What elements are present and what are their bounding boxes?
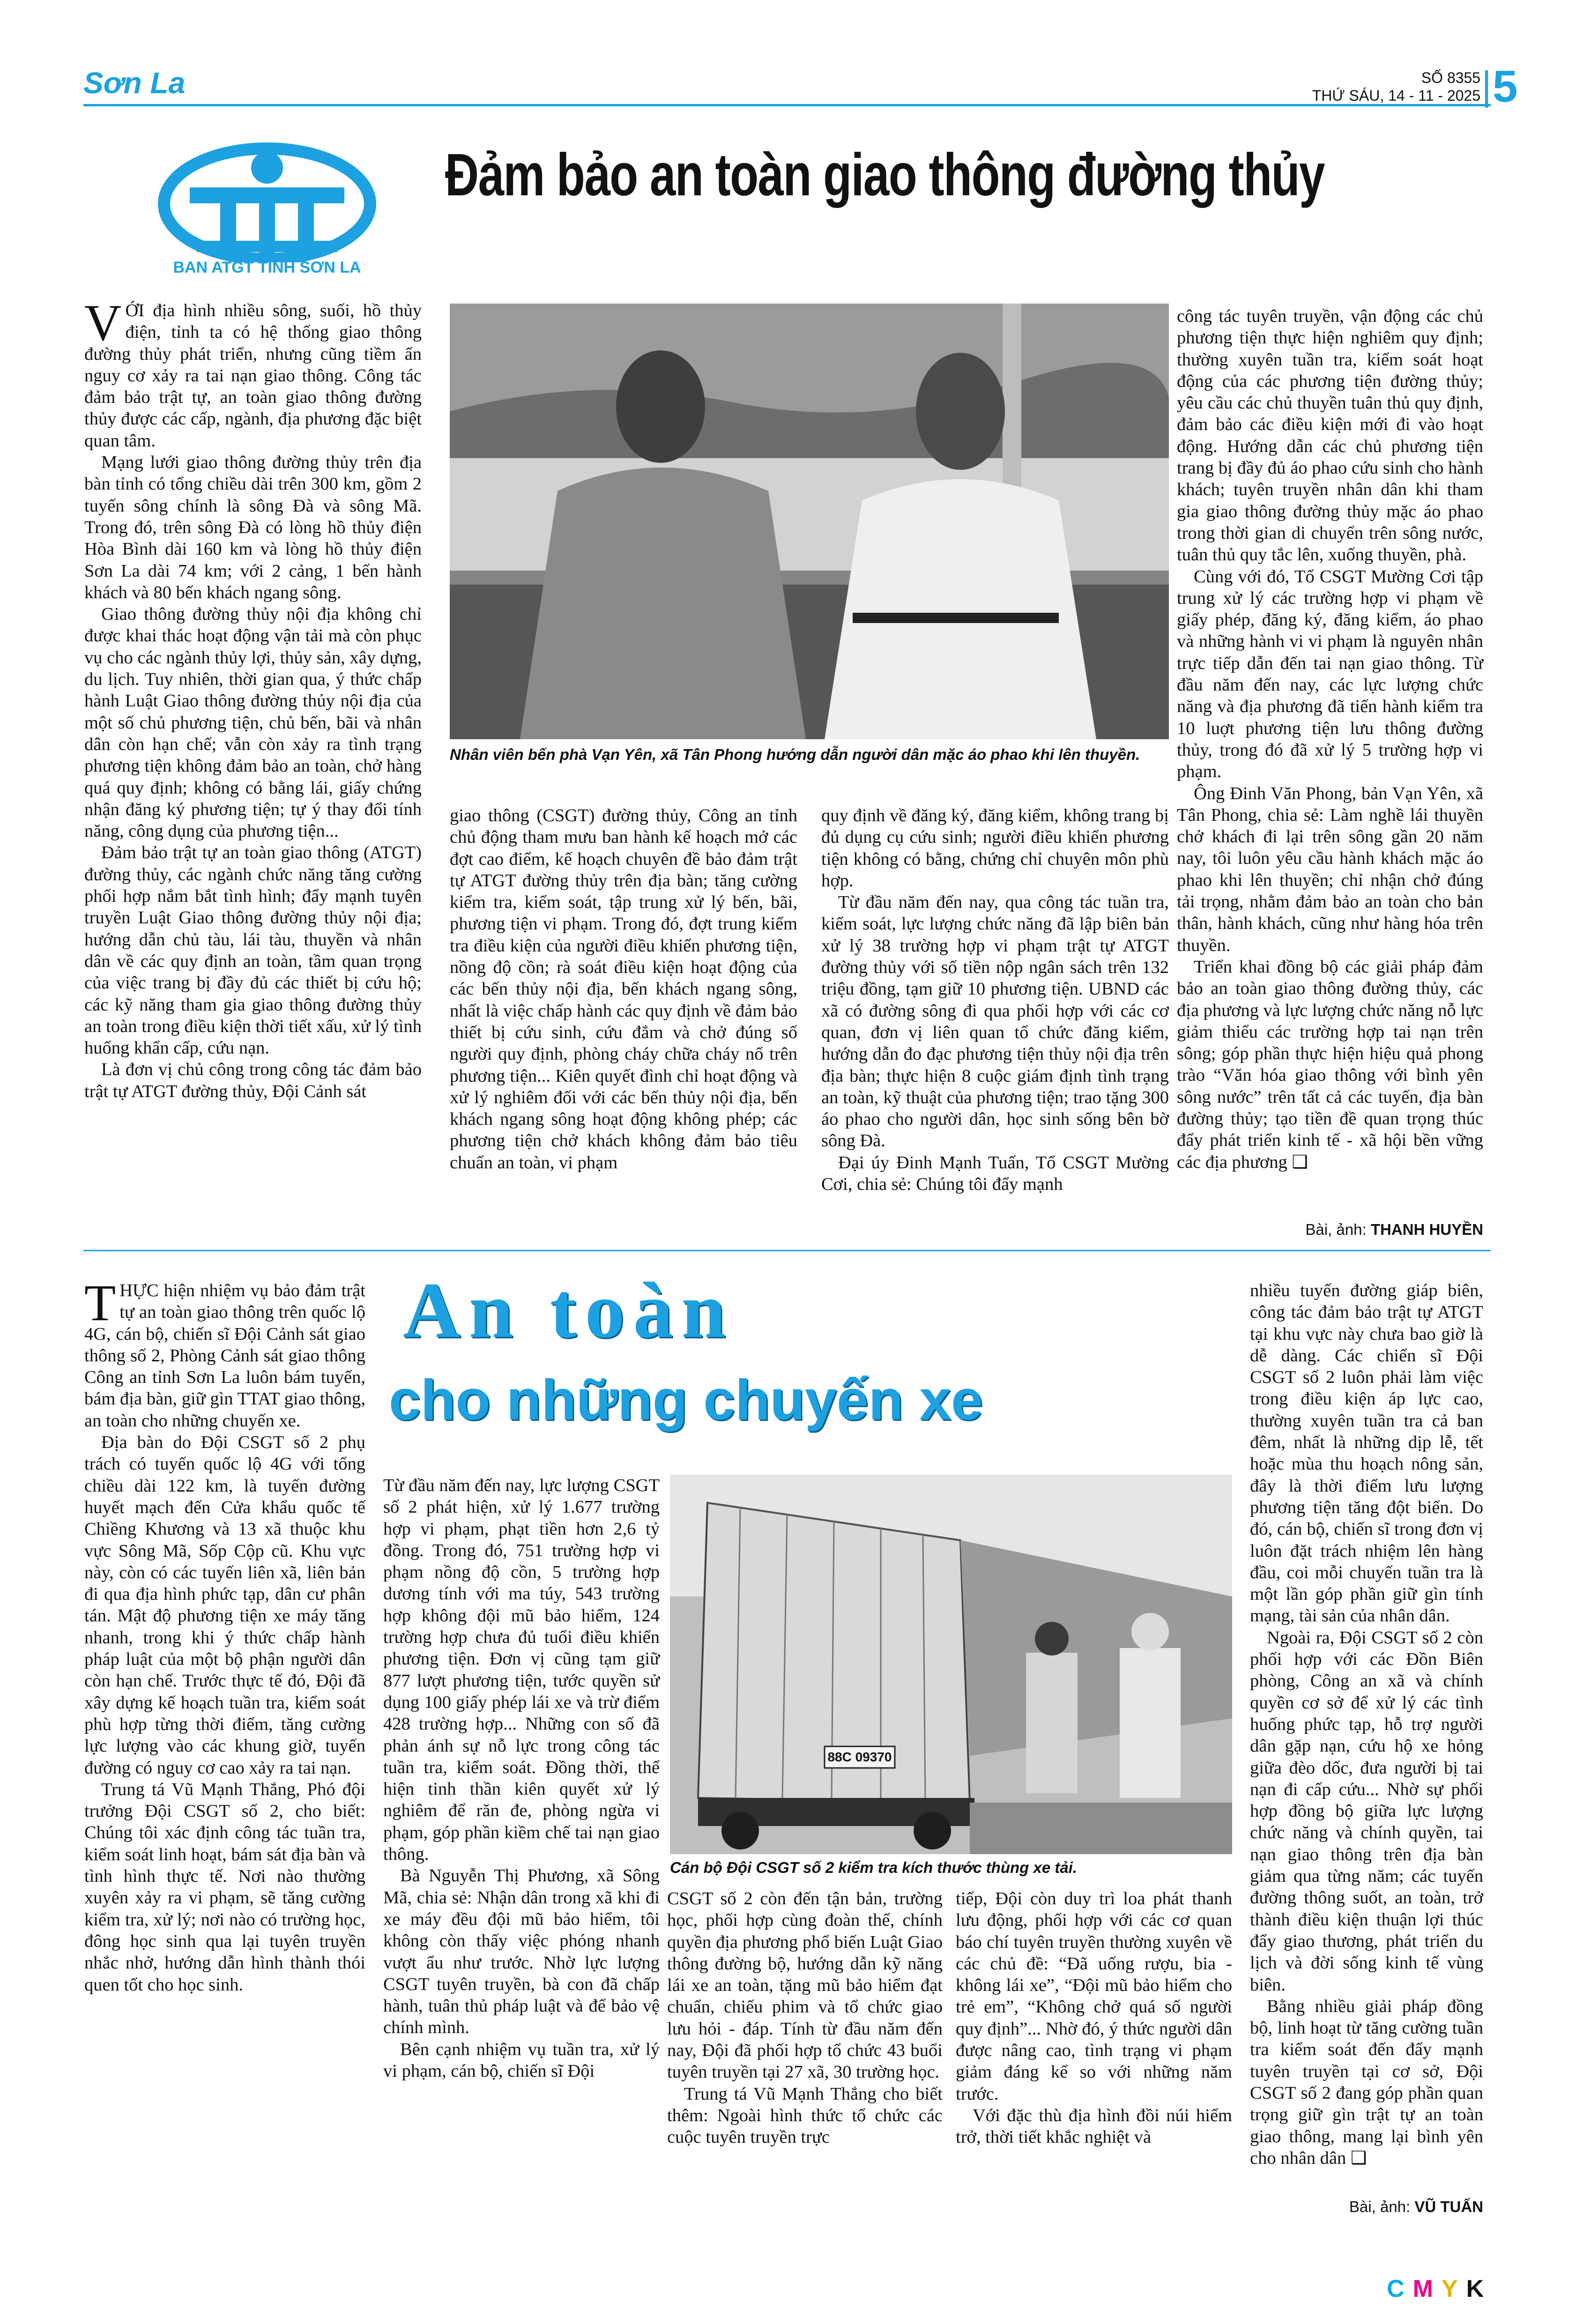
article1-paragraph: quy định về đăng ký, đăng kiểm, không trang bị đủ dụng cụ cứu sinh; người điều khiển phương tiện không có bằng, chứng chỉ chuyên môn phù hợp. bbox=[821, 806, 1169, 891]
article1-column-4 bbox=[1177, 305, 1483, 1173]
atgt-logo bbox=[145, 141, 389, 290]
truck-photo bbox=[670, 1475, 1232, 1854]
article2-paragraph: CSGT số 2 còn đến tận bản, trường học, phối hợp cùng đoàn thể, chính quyền địa phương phổ biến Luật Giao thông đường bộ, hướng dẫn kỹ năng lái xe an toàn, tặng mũ bảo hiểm đạt chuẩn, chiếu phim và tổ chức giao lưu hỏi - đáp. Tính từ đầu năm đến nay, Đội đã phối hợp tổ chức 43 buổi tuyên truyền tại 27 xã, 30 trường học. bbox=[667, 1889, 943, 2082]
article1-paragraph: Đại úy Đinh Mạnh Tuấn, Tổ CSGT Mường Cơi, chia sẻ: Chúng tôi đẩy mạnh bbox=[821, 1152, 1169, 1195]
article2-title-line2: cho những chuyến xe bbox=[389, 1368, 983, 1432]
article2-column-1 bbox=[84, 1274, 365, 1996]
article2-paragraph: Trung tá Vũ Mạnh Thắng, Phó đội trưởng Đội CSGT số 2, cho biết: Chúng tôi xác định công tác tuần tra, kiểm soát linh hoạt, bám sát địa bàn và tình hình thực tế. Nơi nào thường xuyên xảy ra vi phạm, sẽ tăng cường kiểm tra, xử lý; nơi nào có trường học, đông học sinh qua lại tuyên truyền nhắc nhở, hướng dẫn hình thành thói quen tốt cho học sinh. bbox=[84, 1779, 365, 1995]
issue-date: THỨ SÁU, 14 - 11 - 2025 bbox=[1312, 87, 1480, 104]
article1-byline bbox=[1177, 1221, 1483, 1239]
article1-paragraph: ỚI địa hình nhiều sông, suối, hồ thủy điện, tỉnh ta có hệ thống giao thông đường thủy phát triển, nhưng cũng tiềm ẩn nguy cơ xảy ra tai nạn giao thông. Công tác đảm bảo trật tự, an toàn giao thông đường thủy được các cấp, ngành, địa phương đặc biệt quan tâm. bbox=[84, 301, 422, 451]
article2-dropcap: T bbox=[84, 1274, 116, 1331]
article1-photo-caption: Nhân viên bến phà Vạn Yên, xã Tân Phong hướng dẫn người dân mặc áo phao khi lên thuyền. bbox=[450, 746, 1140, 763]
article2-paragraph: Ngoài ra, Đội CSGT số 2 còn phối hợp với các Đồn Biên phòng, Công an xã và chính quyền cơ sở để xử lý các tình huống phức tạp, hỗ trợ người dân gặp nạn, cứu hộ xe hỏng giữa đèo dốc, đưa người bị tai nạn đi cấp cứu... Nhờ sự phối hợp đồng bộ giữa lực lượng chức năng và chính quyền, tai nạn giao thông trên địa bàn giảm qua từng năm; các tuyến đường thông suốt, an toàn, trở thành điều kiện thuận lợi thúc đẩy giao thương, phát triển du lịch và đời sống kinh tế vùng biên. bbox=[1250, 1627, 1483, 1995]
article1-title: Đảm bảo an toàn giao thông đường thủy bbox=[445, 141, 1325, 208]
section-label: Sơn La bbox=[83, 66, 186, 100]
article1-paragraph: Giao thông đường thủy nội địa không chỉ được khai thác hoạt động vận tải mà còn phục vụ cho các ngành thủy lợi, thủy sản, xây dựng, du lịch. Tuy nhiên, thời gian qua, ý thức chấp hành Luật Giao thông đường thủy nội địa của một số chủ phương tiện, chủ bến, bãi và nhân dân còn hạn chế; vẫn còn xảy ra tình trạng phương tiện không đảm bảo an toàn, chở hàng quá quy định; không có bằng lái, giấy chứng nhận đăng ký phương tiện; tự ý thay đổi tính năng, công dụng của phương tiện... bbox=[84, 604, 422, 841]
article2-paragraph: Bà Nguyễn Thị Phương, xã Sông Mã, chia sẻ: Nhận dân trong xã khi đi xe máy đều đội mũ bảo hiểm, tôi không còn thấy việc phóng nhanh vượt ẩu như trước. Nhờ lực lượng CSGT tuyên truyền, bà con đã chấp hành, tuân thủ pháp luật và để bảo vệ chính mình. bbox=[383, 1866, 660, 2038]
article1-paragraph: công tác tuyên truyền, vận động các chủ phương tiện thực hiện nghiêm quy định; thường xuyên tuần tra, kiểm soát hoạt động của các phương tiện đường thủy; yêu cầu các chủ thuyền tuân thủ quy định, đảm bảo các điều kiện mới đi vào hoạt động. Hướng dẫn các chủ phương tiện trang bị đầy đủ áo phao cứu sinh cho hành khách; tuyên truyền nhân dân khi tham gia giao thông đường thủy mặc áo phao trong thời gian di chuyển trên sông nước, tuân thủ quy tắc lên, xuống thuyền, phà. bbox=[1177, 306, 1483, 565]
header-separator bbox=[1485, 70, 1488, 108]
issue-number: SỐ 8355 bbox=[1421, 69, 1480, 86]
logo-caption: BAN ATGT TỈNH SƠN LA bbox=[173, 259, 361, 276]
byline-prefix: Bài, ảnh: bbox=[1349, 2198, 1411, 2215]
atgt-emblem-icon bbox=[145, 141, 389, 262]
cmyk-m: M bbox=[1413, 2275, 1442, 2302]
truck-inspection-image bbox=[670, 1475, 1232, 1854]
article2-paragraph: tiếp, Đội còn duy trì loa phát thanh lưu động, phối hợp với các cơ quan báo chí tuyên truyền thường xuyên về các chủ đề: “Đã uống rượu, bia - không lái xe”, “Đội mũ bảo hiểm cho trẻ em”, “Không chở quá số người quy định”... Nhờ đó, ý thức người dân được nâng cao, tình trạng vi phạm giảm đáng kể so với những năm trước. bbox=[956, 1889, 1232, 2104]
article2-column-5 bbox=[1250, 1280, 1483, 2169]
cmyk-k: K bbox=[1466, 2275, 1493, 2302]
cmyk-y: Y bbox=[1441, 2275, 1466, 2302]
article2-paragraph: Từ đầu năm đến nay, lực lượng CSGT số 2 phát hiện, xử lý 1.677 trường hợp vi phạm, phạt tiền hơn 2,6 tỷ đồng. Trong đó, 751 trường hợp vi phạm nồng độ cồn, 5 trường hợp dương tính với ma túy, 543 trường hợp không đội mũ bảo hiểm, 124 trường hợp chưa đủ tuổi điều khiển phương tiện. Đơn vị cũng tạm giữ 877 lượt phương tiện, tước quyền sử dụng 100 giấy phép lái xe và trừ điểm 428 trường hợp... Những con số đã phản ánh sự nỗ lực trong công tác tuần tra, kiểm soát. Đồng thời, thể hiện tinh thần kiên quyết xử lý nghiêm để răn đe, phòng ngừa vi phạm, góp phần kiềm chế tai nạn giao thông. bbox=[383, 1476, 660, 1864]
article2-title-line1: An toàn bbox=[403, 1266, 734, 1354]
article2-paragraph: Bằng nhiều giải pháp đồng bộ, linh hoạt từ tăng cường tuần tra kiểm soát đến đẩy mạnh tuyên truyền tại cơ sở, Đội CSGT số 2 đang góp phần quan trọng giữ gìn trật tự an toàn giao thông, mang lại bình yên cho nhân dân ❑ bbox=[1250, 1996, 1483, 2168]
article1-paragraph: Ông Đinh Văn Phong, bản Vạn Yên, xã Tân Phong, chia sẻ: Làm nghề lái thuyền chở khách đi lại trên sông gần 20 năm nay, tôi luôn yêu cầu hành khách mặc áo phao khi lên thuyền; chỉ nhận chở đúng tải trọng, nhằm đảm bảo an toàn cho bản thân, hành khách, cũng như hàng hóa trên thuyền. bbox=[1177, 783, 1483, 955]
article2-paragraph: HỰC hiện nhiệm vụ bảo đảm trật tự an toàn giao thông trên quốc lộ 4G, cán bộ, chiến sĩ Đội Cảnh sát giao thông số 2, Phòng Cảnh sát giao thông Công an tỉnh Sơn La luôn bám tuyến, bám địa bàn, giữ gìn TTAT giao thông, an toàn cho những chuyến xe. bbox=[84, 1281, 365, 1431]
article-divider bbox=[83, 1250, 1491, 1251]
article2-column-2 bbox=[383, 1475, 660, 2082]
article1-column-2 bbox=[450, 805, 797, 1173]
article2-column-3 bbox=[667, 1888, 943, 2148]
cmyk-c: C bbox=[1387, 2275, 1413, 2302]
byline-author: THANH HUYỀN bbox=[1370, 1221, 1483, 1238]
cmyk-marks bbox=[1387, 2275, 1492, 2303]
article2-photo-caption: Cán bộ Đội CSGT số 2 kiểm tra kích thước thùng xe tải. bbox=[670, 1859, 1078, 1876]
ferry-photo bbox=[450, 304, 1169, 739]
article2-paragraph: nhiều tuyến đường giáp biên, công tác đảm bảo trật tự ATGT tại khu vực này chưa bao giờ là dễ dàng. Các chiến sĩ Đội CSGT số 2 luôn phải làm việc trong điều kiện áp lực cao, thường xuyên tuần tra cả ban đêm, nhất là những dịp lễ, tết hoặc mùa thu hoạch nông sản, đây là thời điểm lưu lượng phương tiện tăng đột biến. Do đó, cán bộ, chiến sĩ trong đơn vị luôn đặt trách nhiệm lên hàng đầu, coi mỗi chuyến tuần tra là một lần góp phần giữ gìn tính mạng, tài sản của nhân dân. bbox=[1250, 1281, 1483, 1626]
page-number: 5 bbox=[1493, 61, 1518, 111]
byline-prefix: Bài, ảnh: bbox=[1305, 1221, 1367, 1238]
article1-column-3 bbox=[821, 805, 1169, 1195]
article2-byline bbox=[1250, 2198, 1483, 2216]
article1-paragraph: Triển khai đồng bộ các giải pháp đảm bảo an toàn giao thông đường thủy, các địa phương và lực lượng chức năng nỗ lực giảm thiểu các trường hợp tai nạn trên sông; góp phần thực hiện hiệu quả phong trào “Văn hóa giao thông với bình yên sông nước” trên tất cả các tuyến, địa bàn đường thủy; tạo tiền đề quan trọng thúc đẩy phát triển kinh tế - xã hội bền vững các địa phương ❑ bbox=[1177, 957, 1483, 1172]
truck-plate-text: 88C 09370 bbox=[827, 1750, 892, 1764]
article1-paragraph: Đảm bảo trật tự an toàn giao thông (ATGT) đường thủy, các ngành chức năng tăng cường phối hợp nắm bắt tình hình; đẩy mạnh tuyên truyền Luật Giao thông đường thủy nội địa; hướng dẫn chủ tàu, lái tàu, thuyền và nhân dân về các quy định an toàn, tầm quan trọng của việc trang bị đầy đủ các thiết bị cứu hộ; các kỹ năng tham gia giao thông đường thủy an toàn trong điều kiện thời tiết xấu, xử lý tình huống khẩn cấp, cứu nạn. bbox=[84, 843, 422, 1058]
ferry-life-jacket-image bbox=[450, 304, 1169, 739]
article1-paragraph: giao thông (CSGT) đường thủy, Công an tỉnh chủ động tham mưu ban hành kế hoạch mở các đợt cao điểm, kế hoạch chuyên đề bảo đảm trật tự ATGT đường thủy trên địa bàn; tăng cường kiểm tra, kiểm soát, tập trung xử lý bến, bãi, phương tiện vi phạm. Trong đó, đợt trung kiểm tra điều kiện của người điều khiển phương tiện, nồng độ cồn; rà soát điều kiện hoạt động của các bến thủy nội địa, bến khách ngang sông, nhất là việc chấp hành các quy định về đảm bảo thiết bị cứu sinh, cứu đắm và chở đúng số người quy định, phòng cháy chữa cháy nổ trên phương tiện... Kiên quyết đình chỉ hoạt động và xử lý nghiêm đối với các bến thủy nội địa, bến khách ngang sông hoạt động không phép; các phương tiện chở khách không đảm bảo tiêu chuẩn an toàn, vi phạm bbox=[450, 806, 797, 1173]
article2-paragraph: Trung tá Vũ Mạnh Thắng cho biết thêm: Ngoài hình thức tổ chức các cuộc tuyên truyền trực bbox=[667, 2084, 943, 2147]
article1-paragraph: Là đơn vị chủ công trong công tác đảm bảo trật tự ATGT đường thủy, Đội Cảnh sát bbox=[84, 1060, 422, 1101]
article2-paragraph: Bên cạnh nhiệm vụ tuần tra, xử lý vi phạm, cán bộ, chiến sĩ Đội bbox=[383, 2039, 660, 2081]
article1-paragraph: Mạng lưới giao thông đường thủy trên địa bàn tỉnh có tổng chiều dài trên 300 km, gồm 2 tuyến sông chính là sông Đà và sông Mã. Trong đó, trên sông Đà có lòng hồ thủy điện Hòa Bình dài 160 km và lòng hồ thủy điện Sơn La dài 74 km; với 2 cảng, 1 bến hành khách và 80 bến khách ngang sông. bbox=[84, 453, 422, 602]
article1-dropcap: V bbox=[84, 294, 122, 351]
article1-column-1 bbox=[84, 294, 422, 1102]
article2-paragraph: Với đặc thù địa hình đồi núi hiểm trở, thời tiết khắc nghiệt và bbox=[956, 2105, 1232, 2147]
article2-column-4 bbox=[956, 1888, 1232, 2148]
article1-paragraph: Từ đầu năm đến nay, qua công tác tuần tra, kiểm soát, lực lượng chức năng đã lập biên bản xử lý 38 trường hợp vi phạm trật tự ATGT đường thủy với số tiền nộp ngân sách trên 132 triệu đồng, tạm giữ 10 phương tiện. UBND các xã có đường sông đi qua phối hợp với các cơ quan, đơn vị liên quan tổ chức đăng kiểm, hướng dẫn đo đạc phương tiện thủy nội địa trên địa bàn; thực hiện 8 cuộc giám định tình trạng an toàn, kỹ thuật của phương tiện; trao tặng 300 áo phao cho người dân, học sinh sống bên bờ sông Đà. bbox=[821, 892, 1169, 1151]
article2-paragraph: Địa bàn do Đội CSGT số 2 phụ trách có tuyến quốc lộ 4G với tổng chiều dài 122 km, là tuyến đường huyết mạch đến Cửa khẩu quốc tế Chiềng Khương và 13 xã thuộc khu vực Sông Mã, Sốp Cộp cũ. Khu vực này, còn có các tuyến liên xã, liên bản đi qua địa hình phức tạp, dân cư phân tán. Mật độ phương tiện xe máy tăng nhanh, trong khi ý thức chấp hành pháp luật của một bộ phận người dân còn hạn chế. Trước thực tế đó, Đội đã xây dựng kế hoạch tuần tra, kiểm soát phù hợp từng thời điểm, tăng cường lực lượng vào các khung giờ, tuyến đường có nguy cơ cao xảy ra tai nạn. bbox=[84, 1433, 365, 1778]
byline-author: VŨ TUẤN bbox=[1414, 2198, 1483, 2215]
article1-paragraph: Cùng với đó, Tổ CSGT Mường Cơi tập trung xử lý các trường hợp vi phạm về giấy phép, đăng ký, đăng kiểm, áo phao và những hành vi vi phạm là nguyên nhân trực tiếp dẫn đến tai nạn giao thông. Từ đầu năm đến nay, các lực lượng chức năng và địa phương đã tiến hành kiểm tra 10 luợt phương tiện lưu thông đường thủy, trong đó đã xử lý 5 trường hợp vi phạm. bbox=[1177, 566, 1483, 782]
